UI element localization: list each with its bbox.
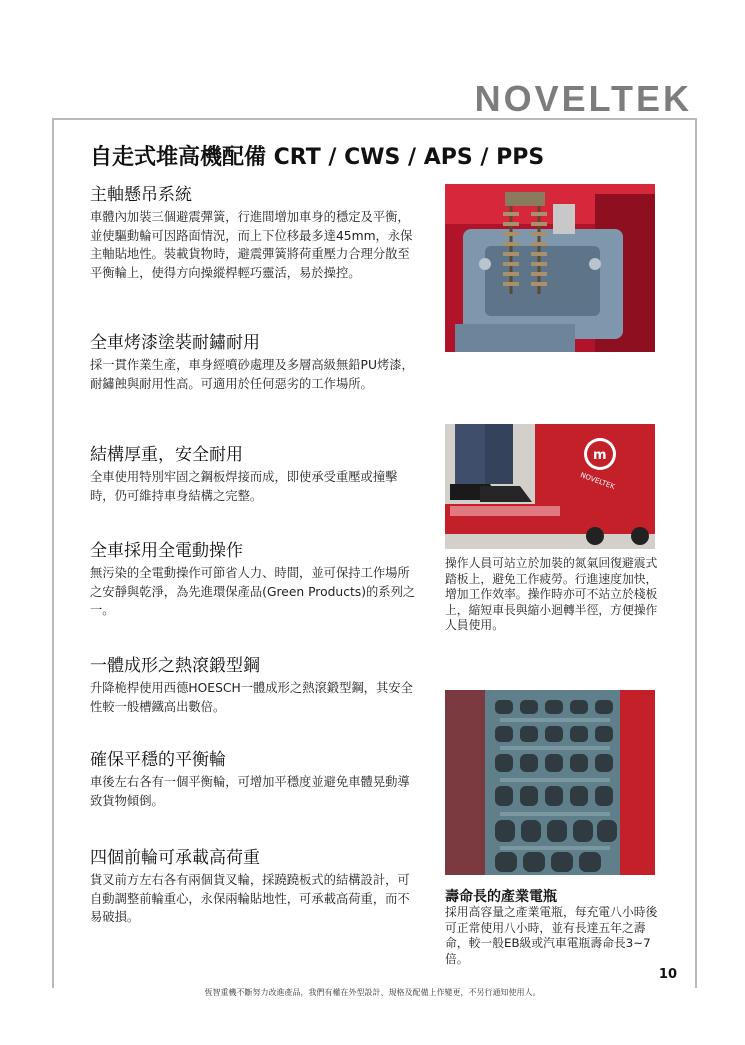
photo-brand-text: NOVELTEK bbox=[579, 471, 616, 491]
section-body: 車體內加裝三個避震彈簧，行進間增加車身的穩定及平衡，並使驅動輪可因路面情況，而上下位移最多達45mm，永保主軸貼地性。裝載貨物時，避震彈簧將荷重壓力合理分散至平衡輪上，使得方向操縱桿輕巧靈活，易於操控。 bbox=[90, 210, 413, 280]
suspension-illustration bbox=[445, 184, 655, 352]
photo-battery bbox=[445, 690, 655, 875]
section-heading: 全車烤漆塗裝耐鏽耐用 bbox=[90, 333, 260, 353]
section-structure bbox=[90, 445, 420, 505]
svg-text:m: m bbox=[593, 448, 607, 463]
section-body: 車後左右各有一個平衡輪，可增加平穩度並避免車體晃動導致貨物傾倒。 bbox=[90, 775, 410, 808]
section-body: 全車使用特別牢固之鋼板焊接而成，即使承受重壓或撞擊時，仍可維持車身結構之完整。 bbox=[90, 470, 398, 503]
photo-suspension bbox=[445, 184, 655, 352]
section-electric bbox=[90, 541, 420, 620]
page-number: 10 bbox=[658, 967, 677, 982]
battery-illustration bbox=[445, 690, 655, 875]
platform-illustration bbox=[445, 424, 655, 549]
footer-disclaimer: 恆智重機不斷努力改進產品，我們有權在外型設計、規格及配備上作變更，不另行通知使用人。 bbox=[204, 988, 541, 997]
section-heading: 全車採用全電動操作 bbox=[90, 541, 243, 561]
section-body: 採一貫作業生產，車身經噴砂處理及多層高級無鉛PU烤漆，耐鏽蝕與耐用性高。可適用於任何惡劣的工作場所。 bbox=[90, 358, 414, 391]
photo-platform bbox=[445, 424, 655, 549]
caption-platform: 操作人員可站立於加裝的氮氣回復避震式踏板上，避免工作疲勞。行進速度加快，增加工作效率。操作時亦可不站立於棧板上，縮短車長與縮小迴轉半徑，方便操作人員使用。 bbox=[445, 556, 658, 632]
section-suspension bbox=[90, 185, 420, 282]
brand-logo: NOVELTEK bbox=[474, 78, 692, 119]
section-balance-wheel bbox=[90, 750, 420, 810]
section-heading: 主軸懸吊系統 bbox=[90, 185, 192, 205]
caption-battery-heading: 壽命長的產業電瓶 bbox=[445, 889, 557, 905]
section-heading: 一體成形之熱滾鍛型鋼 bbox=[90, 656, 260, 676]
section-body: 升降桅桿使用西德HOESCH一體成形之熱滾鍛型鋼，其安全性較一般槽鐵高出數倍。 bbox=[90, 681, 413, 714]
section-paint bbox=[90, 333, 420, 393]
section-steel bbox=[90, 656, 420, 716]
section-body: 貨叉前方左右各有兩個貨叉輪，採蹺蹺板式的結構設計，可自動調整前輪重心，永保兩輪貼地性，可承載高荷重，而不易破損。 bbox=[90, 873, 410, 924]
section-heading: 確保平穩的平衡輪 bbox=[90, 750, 226, 770]
section-heading: 結構厚重，安全耐用 bbox=[90, 445, 243, 465]
section-body: 無污染的全電動操作可節省人力、時間，並可保持工作場所之安靜與乾淨，為先進環保產品(Green Products)的系列之一。 bbox=[90, 566, 416, 617]
section-front-wheels bbox=[90, 848, 420, 927]
caption-battery: 採用高容量之產業電瓶，每充電八小時後可正常使用八小時，並有長達五年之壽命，較一般EB級或汽車電瓶壽命長3~7倍。 bbox=[445, 905, 658, 966]
section-heading: 四個前輪可承載高荷重 bbox=[90, 848, 260, 868]
page-title: 自走式堆高機配備 CRT / CWS / APS / PPS bbox=[90, 145, 545, 170]
